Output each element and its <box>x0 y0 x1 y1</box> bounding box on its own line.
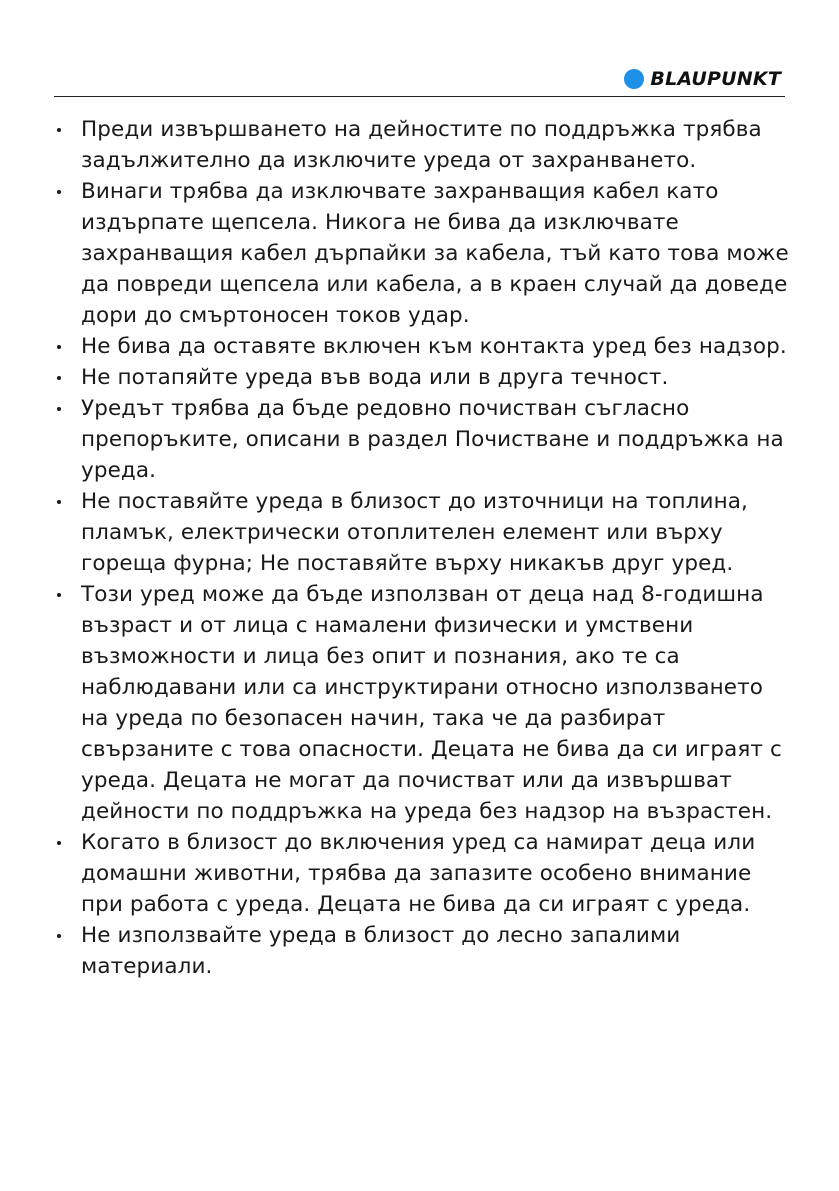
bullet-icon <box>57 190 61 194</box>
brand-dot-icon <box>624 69 644 89</box>
list-item <box>54 362 789 393</box>
list-item-text: Не поставяйте уреда в близост до източници на топлина, пламък, електрически отоплителен елемент или върху гореща фурна; Не поставяйте върху никакъв друг уред. <box>81 489 748 576</box>
brand-name: BLAUPUNKT <box>650 68 781 90</box>
bullet-icon <box>57 934 61 938</box>
bullet-icon <box>57 500 61 504</box>
list-item <box>54 176 789 331</box>
safety-instructions <box>54 114 789 982</box>
list-item-text: Не използвайте уреда в близост до лесно запалими материали. <box>81 923 681 979</box>
brand-logo <box>624 68 781 90</box>
bullet-icon <box>57 376 61 380</box>
bullet-icon <box>57 841 61 845</box>
bullet-icon <box>57 128 61 132</box>
list-item-text: Не бива да оставяте включен към контакта уред без надзор. <box>81 334 787 359</box>
instruction-list <box>54 114 789 982</box>
bullet-icon <box>57 345 61 349</box>
list-item <box>54 827 789 920</box>
list-item <box>54 393 789 486</box>
bullet-icon <box>57 593 61 597</box>
list-item <box>54 486 789 579</box>
list-item-text: Когато в близост до включения уред са намират деца или домашни животни, трябва да запазите особено внимание при работа с уреда. Децата не бива да си играят с уреда. <box>81 830 756 917</box>
list-item-text: Преди извършването на дейностите по поддръжка трябва задължително да изключите уреда от захранването. <box>81 117 762 173</box>
list-item <box>54 114 789 176</box>
list-item-text: Този уред може да бъде използван от деца над 8-годишна възраст и от лица с намалени физически и умствени възможности и лица без опит и познания, ако те са наблюдавани или са инструктирани относно използването на уреда по безопасен начин, така че да разбират свързаните с това опасности. Децата не бива да си играят с уреда. Децата не могат да почистват или да извършват дейности по поддръжка на уреда без надзор на възрастен. <box>81 582 782 824</box>
bullet-icon <box>57 407 61 411</box>
list-item <box>54 920 789 982</box>
header-divider <box>54 96 785 97</box>
list-item <box>54 579 789 827</box>
list-item-text: Не потапяйте уреда във вода или в друга течност. <box>81 365 669 390</box>
list-item-text: Винаги трябва да изключвате захранващия кабел като издърпате щепсела. Никога не бива да изключвате захранващия кабел дърпайки за кабела, тъй като това може да повреди щепсела или кабела, а в краен случай да доведе дори до смъртоносен токов удар. <box>81 179 789 328</box>
page-header <box>0 62 839 98</box>
list-item-text: Уредът трябва да бъде редовно почистван съгласно препоръките, описани в раздел Почистване и поддръжка на уреда. <box>81 396 784 483</box>
list-item <box>54 331 789 362</box>
